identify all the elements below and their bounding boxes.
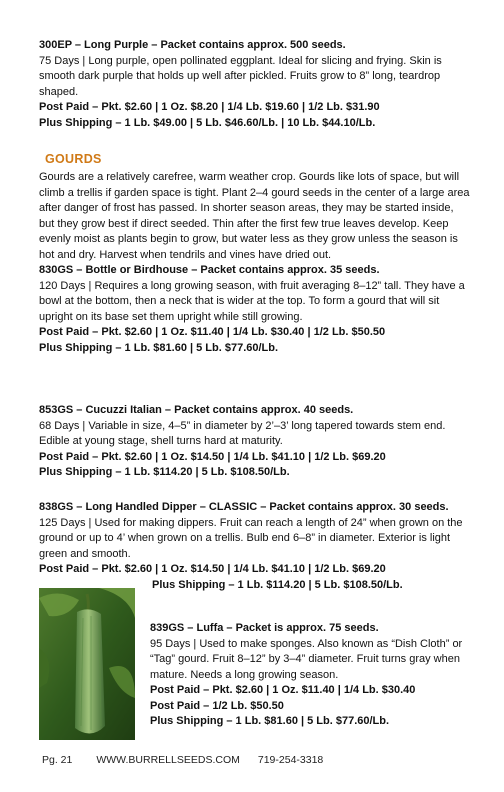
website-link[interactable]: WWW.BURRELLSEEDS.COM [96, 754, 240, 766]
luffa-post-paid-half-lb: Post Paid – 1/2 Lb. $50.50 [150, 699, 284, 712]
page-number: Pg. 21 [42, 754, 73, 766]
cucuzzi-plus-shipping: Plus Shipping – 1 Lb. $114.20 | 5 Lb. $108.50/Lb. [39, 466, 290, 478]
cucuzzi-title: 853GS – Cucuzzi Italian – Packet contains approx. 40 seeds. [39, 404, 354, 416]
dipper-post-paid: Post Paid – Pkt. $2.60 | 1 Oz. $14.50 | 1/4 Lb. $41.10 | 1/2 Lb. $69.20 [39, 563, 386, 575]
gourds-intro-block [39, 170, 471, 356]
luffa-title: 839GS – Luffa – Packet is approx. 75 seeds. [150, 622, 379, 634]
bottle-title: 830GS – Bottle or Birdhouse – Packet contains approx. 35 seeds. [39, 264, 380, 276]
cucuzzi-description: 68 Days | Variable in size, 4–5” in diameter by 2’–3’ long tapered towards stem end. Edible at young stage, shell turns hard at maturity. [39, 419, 446, 447]
cucuzzi-post-paid: Post Paid – Pkt. $2.60 | 1 Oz. $14.50 | 1/4 Lb. $41.10 | 1/2 Lb. $69.20 [39, 450, 386, 463]
eggplant-entry [39, 38, 471, 131]
luffa-post-paid: Post Paid – Pkt. $2.60 | 1 Oz. $11.40 | 1/4 Lb. $30.40 [150, 684, 416, 696]
gourds-intro: Gourds are a relatively carefree, warm weather crop. Gourds like lots of space, but will climb a trellis if garden space is tight. Plant 2–4 gourd seeds in the center of a large area after danger of frost has passed. In shorter season areas, they may be started inside, but they grow best if direct seeded. Thin after the first few true leaves develop. Keep evenly moist as plants begin to grow, but water less as they grow unless the season is hot and dry. Harvest when tendrils and vines have dried out. [39, 171, 470, 261]
luffa-gourd-photo [39, 588, 135, 740]
eggplant-plus-shipping: Plus Shipping – 1 Lb. $49.00 | 5 Lb. $46.60/Lb. | 10 Lb. $44.10/Lb. [39, 116, 376, 129]
eggplant-description: 75 Days | Long purple, open pollinated eggplant. Ideal for slicing and frying. Skin is smooth dark purple that holds up well after pickled. Fruits grow to 8” long, teardrop shaped. [39, 54, 442, 98]
dipper-title: 838GS – Long Handled Dipper – CLASSIC – Packet contains approx. 30 seeds. [39, 501, 449, 513]
luffa-plus-shipping: Plus Shipping – 1 Lb. $81.60 | 5 Lb. $77.60/Lb. [150, 715, 390, 727]
eggplant-title: 300EP – Long Purple – Packet contains approx. 500 seeds. [39, 39, 346, 51]
dipper-description: 125 Days | Used for making dippers. Fruit can reach a length of 24” when grown on the ground or up to 4’ when grown on a trellis. Bulb end 6–8” in diameter. Exterior is light green and smooth. [39, 516, 463, 560]
luffa-description: 95 Days | Used to make sponges. Also known as “Dish Cloth” or “Tag” gourd. Fruit 8–12” by 3–4” diameter. Fruit turns gray when mature. Needs a long growing season. [150, 637, 463, 681]
gourds-heading: GOURDS [45, 152, 102, 166]
bottle-plus-shipping: Plus Shipping – 1 Lb. $81.60 | 5 Lb. $77.60/Lb. [39, 341, 279, 354]
dipper-plus-shipping: Plus Shipping – 1 Lb. $114.20 | 5 Lb. $108.50/Lb. [152, 578, 403, 591]
bottle-post-paid: Post Paid – Pkt. $2.60 | 1 Oz. $11.40 | 1/4 Lb. $30.40 | 1/2 Lb. $50.50 [39, 326, 386, 338]
dipper-entry [39, 500, 471, 593]
page-footer [42, 754, 323, 766]
eggplant-post-paid: Post Paid – Pkt. $2.60 | 1 Oz. $8.20 | 1/4 Lb. $19.60 | 1/2 Lb. $31.90 [39, 101, 380, 113]
cucuzzi-entry [39, 403, 471, 481]
bottle-description: 120 Days | Requires a long growing season, with fruit averaging 8–12” tall. They have a bowl at the bottom, then a neck that is wider at the top. To form a gourd that will sit upright on its base set them upright while still growing. [39, 279, 465, 323]
phone-number: 719-254-3318 [257, 754, 324, 766]
luffa-entry [150, 621, 470, 730]
